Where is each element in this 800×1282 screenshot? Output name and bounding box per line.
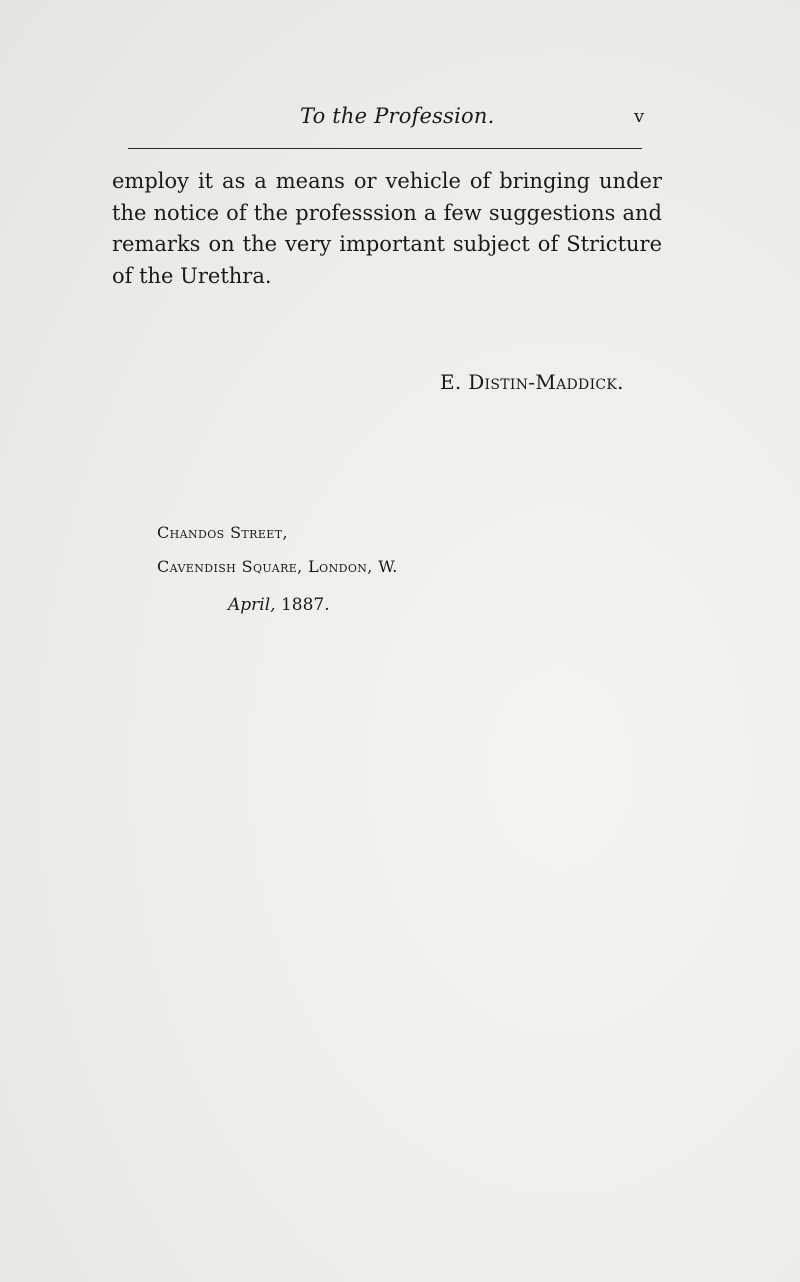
header-rule [128,148,642,149]
date-month: April, [228,595,276,615]
running-title: To the Profession. [300,104,495,128]
date-year: 1887. [280,595,330,615]
date-line [228,595,330,615]
author-signature: E. Distin-Maddick. [440,370,624,394]
page-number: v [634,106,645,127]
running-header [0,104,800,134]
address-line-city: Cavendish Square, London, W. [157,557,398,576]
body-paragraph: employ it as a means or vehicle of bringing under the notice of the professsion a few suggestions and remarks on the very important subject of Stricture of the Urethra. [112,169,662,288]
address-line-street: Chandos Street, [157,523,288,542]
address-block [157,516,398,584]
